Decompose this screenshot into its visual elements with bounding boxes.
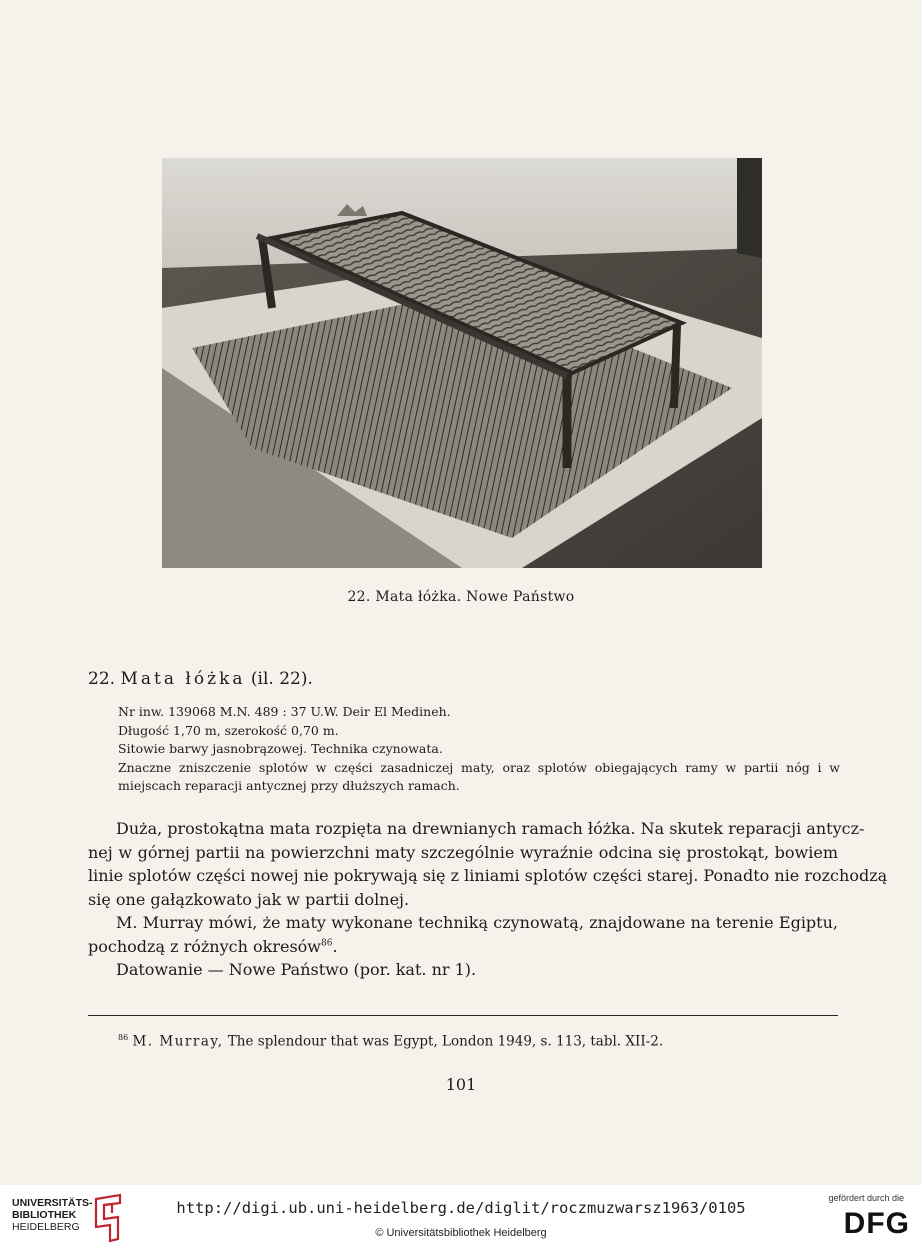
entry-heading: [88, 669, 313, 689]
condition-line: Znaczne zniszczenie splotów w części zasadniczej maty, oraz splotów obiegających ramy w partii nóg i w: [118, 759, 840, 775]
catalog-metadata: [118, 703, 840, 796]
funder-note: gefördert durch die: [828, 1193, 904, 1203]
dfg-logo[interactable]: DFG: [843, 1207, 910, 1240]
permalink-url[interactable]: http://digi.ub.uni-heidelberg.de/diglit/roczmuzwarsz1963/0105: [176, 1199, 746, 1217]
body-text: .: [332, 936, 338, 956]
footnote-divider: [88, 1015, 838, 1016]
dimensions-line: Długość 1,70 m, szerokość 0,70 m.: [118, 722, 339, 738]
body-line: M. Murray mówi, że maty wykonane techniką czynowatą, znajdowane na terenie Egiptu,: [116, 913, 838, 932]
entry-reference: (il. 22).: [250, 669, 313, 689]
copyright-notice: © Universitätsbibliothek Heidelberg: [375, 1227, 547, 1239]
body-line: [88, 935, 838, 959]
footnote-mark: 86: [118, 1033, 129, 1042]
photo-illustration: [162, 158, 762, 568]
body-line: się one gałązkowato jak w partii dolnej.: [88, 889, 410, 909]
body-line: nej w górnej partii na powierzchni maty szczególnie wyraźnie odcina się prostokąt, bowiem: [88, 842, 838, 862]
bed-mat-photograph: [162, 158, 762, 568]
body-line: linie splotów części nowej nie pokrywają się z liniami splotów części starej. Ponadto nie rozchodzą: [88, 866, 888, 885]
entry-number: 22.: [88, 669, 116, 689]
dating-line: Datowanie — Nowe Państwo (por. kat. nr 1).: [116, 960, 477, 979]
condition-line-cont: miejscach reparacji antycznej przy dłuższych ramach.: [118, 778, 460, 793]
entry-title: Mata łóżka: [120, 669, 246, 689]
figure-caption: 22. Mata łóżka. Nowe Państwo: [347, 589, 575, 605]
library-footer: [0, 1185, 922, 1251]
page-number: 101: [445, 1075, 477, 1094]
library-name-line: UNIVERSITÄTS-: [12, 1197, 93, 1209]
description-body: [88, 817, 888, 982]
footnote-ref: 86: [320, 938, 333, 949]
inventory-line: Nr inw. 139068 M.N. 489 : 37 U.W. Deir El Medineh.: [118, 704, 451, 719]
library-name-line: BIBLIOTHEK: [12, 1209, 77, 1221]
footnote: [118, 1033, 663, 1050]
footnote-text: The splendour that was Egypt, London 1949, s. 113, tabl. XII-2.: [223, 1033, 664, 1050]
body-line: Duża, prostokątna mata rozpięta na drewnianych ramach łóżka. Na skutek reparacji antycz-: [116, 819, 865, 838]
body-text: pochodzą z różnych okresów: [88, 936, 321, 956]
footnote-author: M. Murray,: [132, 1033, 224, 1050]
library-name-line: HEIDELBERG: [12, 1221, 80, 1233]
material-line: Sitowie barwy jasnobrązowej. Technika czynowata.: [118, 741, 443, 756]
